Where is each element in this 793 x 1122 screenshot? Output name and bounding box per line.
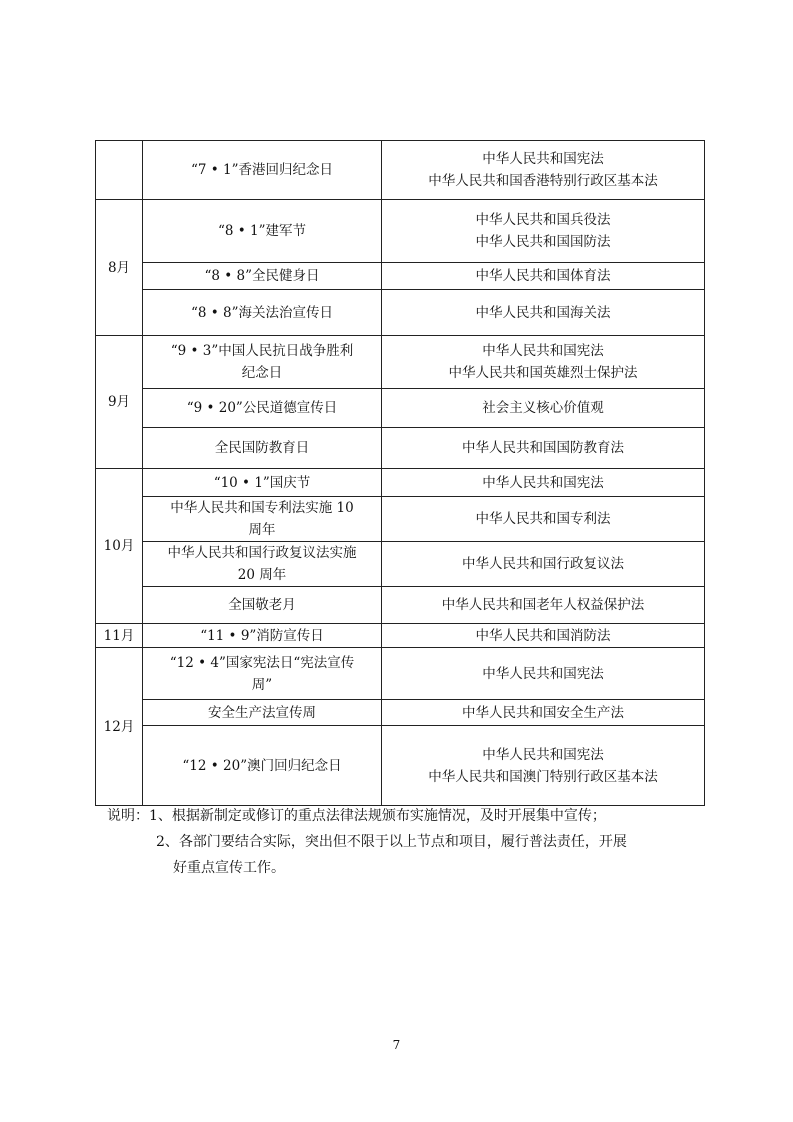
table-row — [96, 648, 705, 700]
event-text: 周” — [251, 676, 273, 693]
law-cell — [382, 336, 705, 389]
law-text: 中华人民共和国体育法 — [475, 268, 611, 284]
event-cell — [143, 497, 382, 542]
table-body — [96, 141, 705, 806]
event-cell — [143, 290, 382, 336]
table-row — [96, 700, 705, 726]
law-text: 中华人民共和国海关法 — [475, 304, 611, 321]
law-cell — [382, 648, 705, 700]
law-cell — [382, 428, 705, 469]
month-cell: 10月 — [96, 469, 143, 624]
page-number: 7 — [392, 1038, 401, 1052]
law-text: 中华人民共和国专利法 — [475, 511, 611, 527]
publicity-schedule-table — [95, 140, 705, 806]
month-cell: 12月 — [96, 648, 143, 806]
law-text: 中华人民共和国英雄烈士保护法 — [448, 365, 638, 381]
law-cell — [382, 700, 705, 726]
event-text: 安全生产法宣传周 — [208, 704, 316, 721]
event-text: 全民国防教育日 — [214, 440, 310, 456]
event-text: “11 • 9”消防宣传日 — [200, 627, 324, 644]
table-row — [96, 428, 705, 469]
table-row — [96, 469, 705, 497]
event-text: “9 • 20”公民道德宣传日 — [186, 400, 338, 416]
event-cell — [143, 587, 382, 624]
event-text: “9 • 3”中国人民抗日战争胜利 — [170, 343, 354, 359]
law-cell — [382, 141, 705, 200]
table-row — [96, 587, 705, 624]
table-row — [96, 497, 705, 542]
event-text: 周年 — [248, 522, 276, 538]
event-text: 20 周年 — [237, 567, 287, 583]
event-cell — [143, 542, 382, 587]
note-line-2: 2、各部门要结合实际，突出但不限于以上节点和项目，履行普法责任，开展 — [156, 834, 627, 850]
law-text: 中华人民共和国兵役法 — [475, 212, 611, 228]
law-cell — [382, 587, 705, 624]
law-text: 中华人民共和国安全生产法 — [462, 704, 624, 721]
event-text: 中华人民共和国行政复议法实施 — [167, 545, 357, 561]
month-cell — [96, 141, 143, 200]
table-row — [96, 200, 705, 263]
event-text: “8 • 8”海关法治宣传日 — [190, 304, 334, 321]
law-text: 中华人民共和国宪法 — [482, 665, 604, 682]
law-text: 中华人民共和国宪法 — [482, 746, 604, 763]
event-text: 全国敬老月 — [228, 597, 296, 613]
event-cell — [143, 428, 382, 469]
event-text: “7 • 1”香港回归纪念日 — [190, 162, 334, 178]
law-cell — [382, 542, 705, 587]
event-cell — [143, 648, 382, 700]
law-cell — [382, 624, 705, 648]
event-text: “12 • 4”国家宪法日“宪法宣传 — [169, 654, 355, 671]
note-line-3: 好重点宣传工作。 — [173, 860, 285, 876]
law-text: 中华人民共和国国防教育法 — [462, 440, 624, 456]
month-cell: 8月 — [96, 200, 143, 336]
event-cell — [143, 726, 382, 806]
table-row — [96, 726, 705, 806]
law-cell — [382, 389, 705, 428]
law-text: 社会主义核心价值观 — [482, 400, 604, 416]
event-text: “10 • 1”国庆节 — [213, 474, 311, 491]
law-cell — [382, 290, 705, 336]
month-cell: 9月 — [96, 336, 143, 469]
event-cell — [143, 141, 382, 200]
event-cell — [143, 263, 382, 290]
table-row — [96, 141, 705, 200]
table-row — [96, 389, 705, 428]
event-cell — [143, 624, 382, 648]
law-text: 中华人民共和国宪法 — [482, 151, 604, 167]
law-cell — [382, 469, 705, 497]
event-text: “8 • 1”建军节 — [217, 223, 307, 239]
event-text: “12 • 20”澳门回归纪念日 — [182, 757, 342, 774]
table-row — [96, 624, 705, 648]
month-cell: 11月 — [96, 624, 143, 648]
note-line-1: 说明：1、根据新制定或修订的重点法律法规颁布实施情况，及时开展集中宣传； — [107, 808, 606, 824]
law-text: 中华人民共和国国防法 — [475, 234, 611, 250]
table-row — [96, 290, 705, 336]
notes — [107, 803, 707, 881]
table-row — [96, 542, 705, 587]
event-cell — [143, 700, 382, 726]
law-cell — [382, 497, 705, 542]
law-cell — [382, 263, 705, 290]
event-text: “8 • 8”全民健身日 — [204, 268, 320, 284]
event-cell — [143, 469, 382, 497]
law-cell — [382, 726, 705, 806]
law-text: 中华人民共和国老年人权益保护法 — [441, 597, 645, 613]
event-cell — [143, 336, 382, 389]
law-text: 中华人民共和国宪法 — [482, 474, 604, 491]
event-cell — [143, 200, 382, 263]
law-text: 中华人民共和国宪法 — [482, 343, 604, 359]
law-text: 中华人民共和国消防法 — [475, 627, 611, 644]
law-text: 中华人民共和国行政复议法 — [462, 556, 624, 572]
event-text: 中华人民共和国专利法实施 10 — [170, 500, 354, 516]
table-row — [96, 263, 705, 290]
law-text: 中华人民共和国澳门特别行政区基本法 — [428, 768, 658, 785]
event-text: 纪念日 — [241, 365, 283, 381]
event-cell — [143, 389, 382, 428]
table-row — [96, 336, 705, 389]
law-cell — [382, 200, 705, 263]
law-text: 中华人民共和国香港特别行政区基本法 — [428, 173, 658, 189]
